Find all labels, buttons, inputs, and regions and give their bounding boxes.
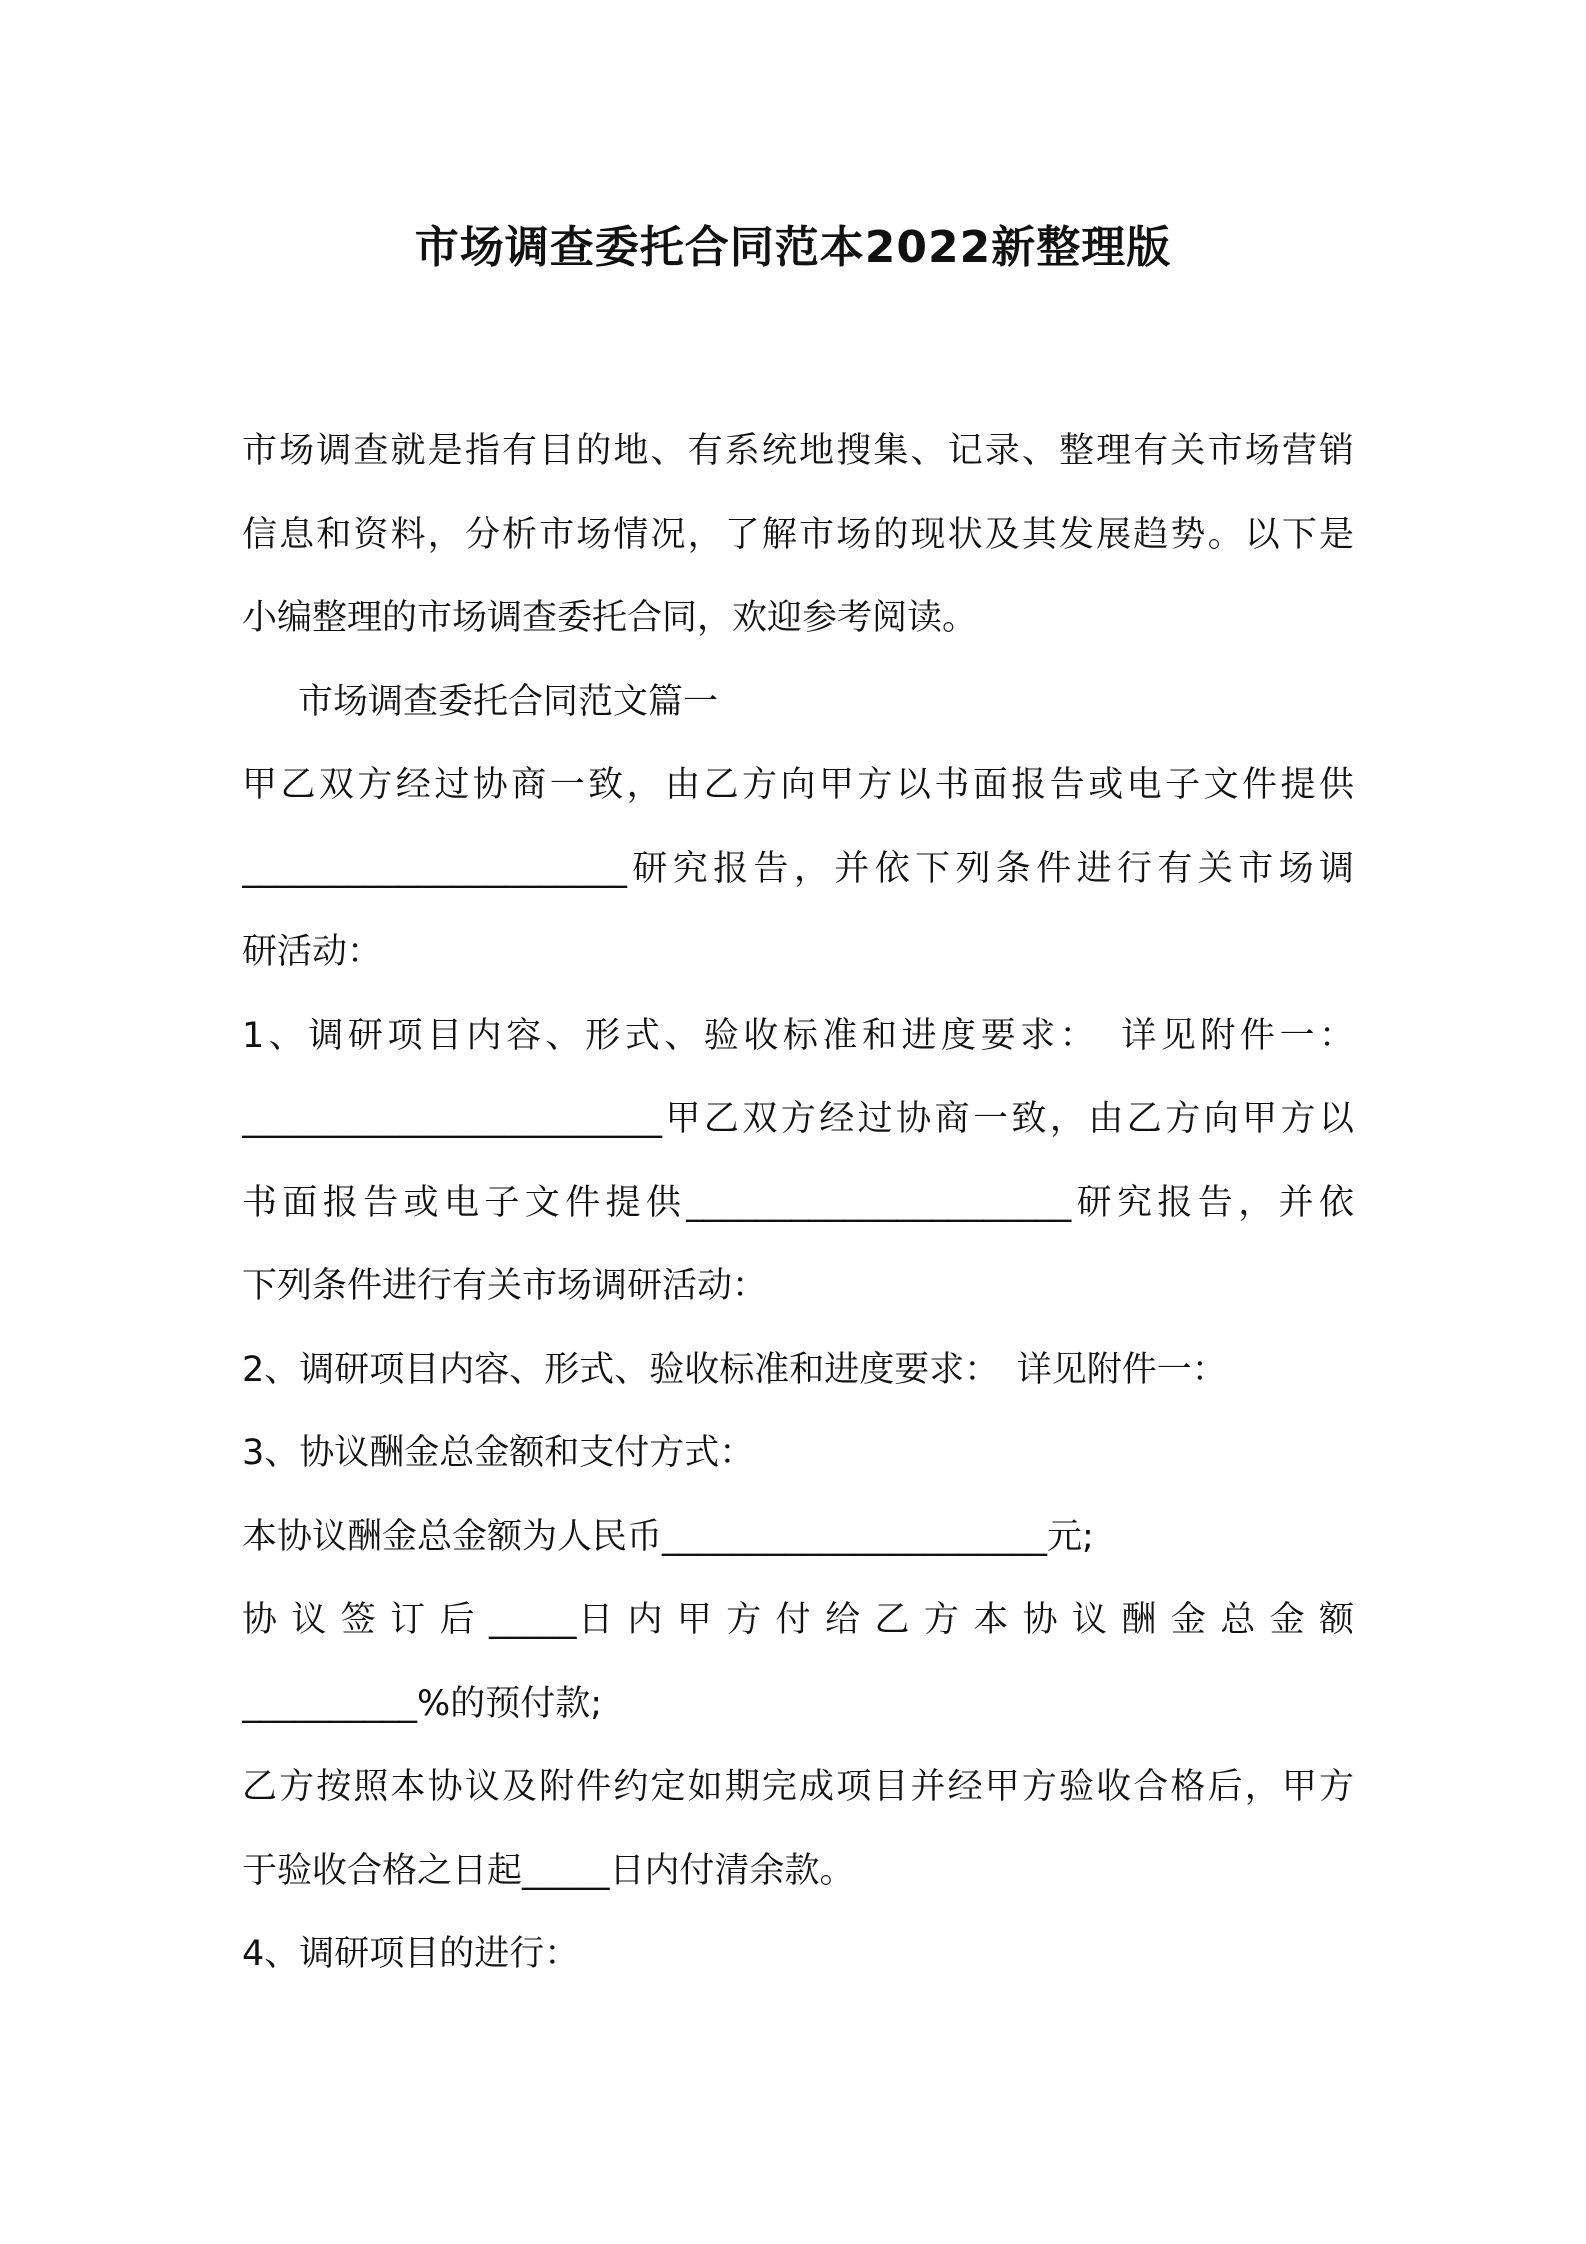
document-line: 研活动：	[242, 932, 383, 972]
document-line: 1、调研项目内容、形式、验收标准和进度要求： 详见附件一：	[242, 1015, 1354, 1056]
document-line: 本协议酬金总金额为人民币______________________元;	[242, 1516, 1094, 1557]
document-line: 协 议 签 订 后 _____日 内 甲 方 付 给 乙 方 本 协 议 酬 金 总 金 额	[242, 1600, 1354, 1640]
document-line: 信息和资料，分析市场情况，了解市场的现状及其发展趋势。以下是	[242, 514, 1354, 555]
document-line: __________%的预付款;	[242, 1683, 603, 1724]
document-line: 于验收合格之日起_____日内付清余款。	[242, 1850, 855, 1891]
document-line: 小编整理的市场调查委托合同，欢迎参考阅读。	[242, 598, 978, 638]
document-line: 4、调研项目的进行：	[242, 1934, 580, 1974]
document-title: 市场调查委托合同范本2022新整理版	[414, 222, 1172, 273]
document-line: 3、协议酬金总金额和支付方式：	[242, 1433, 755, 1473]
document-body	[242, 410, 1354, 1997]
document-line: 2、调研项目内容、形式、验收标准和进度要求： 详见附件一：	[242, 1349, 1227, 1390]
document-line: 下列条件进行有关市场调研活动：	[242, 1266, 768, 1306]
document-line: 书面报告或电子文件提供______________________研究报告，并依	[242, 1182, 1354, 1223]
document-line: 市场调查委托合同范文篇一	[298, 681, 719, 722]
document-line: 乙方按照本协议及附件约定如期完成项目并经甲方验收合格后，甲方	[242, 1767, 1354, 1807]
document-line: ________________________甲乙双方经过协商一致，由乙方向甲方以	[242, 1099, 1354, 1139]
document-line: 市场调查就是指有目的地、有系统地搜集、记录、整理有关市场营销	[242, 431, 1354, 471]
document-line: ______________________研究报告，并依下列条件进行有关市场调	[242, 848, 1354, 889]
document-line: 甲乙双方经过协商一致，由乙方向甲方以书面报告或电子文件提供	[242, 765, 1354, 805]
